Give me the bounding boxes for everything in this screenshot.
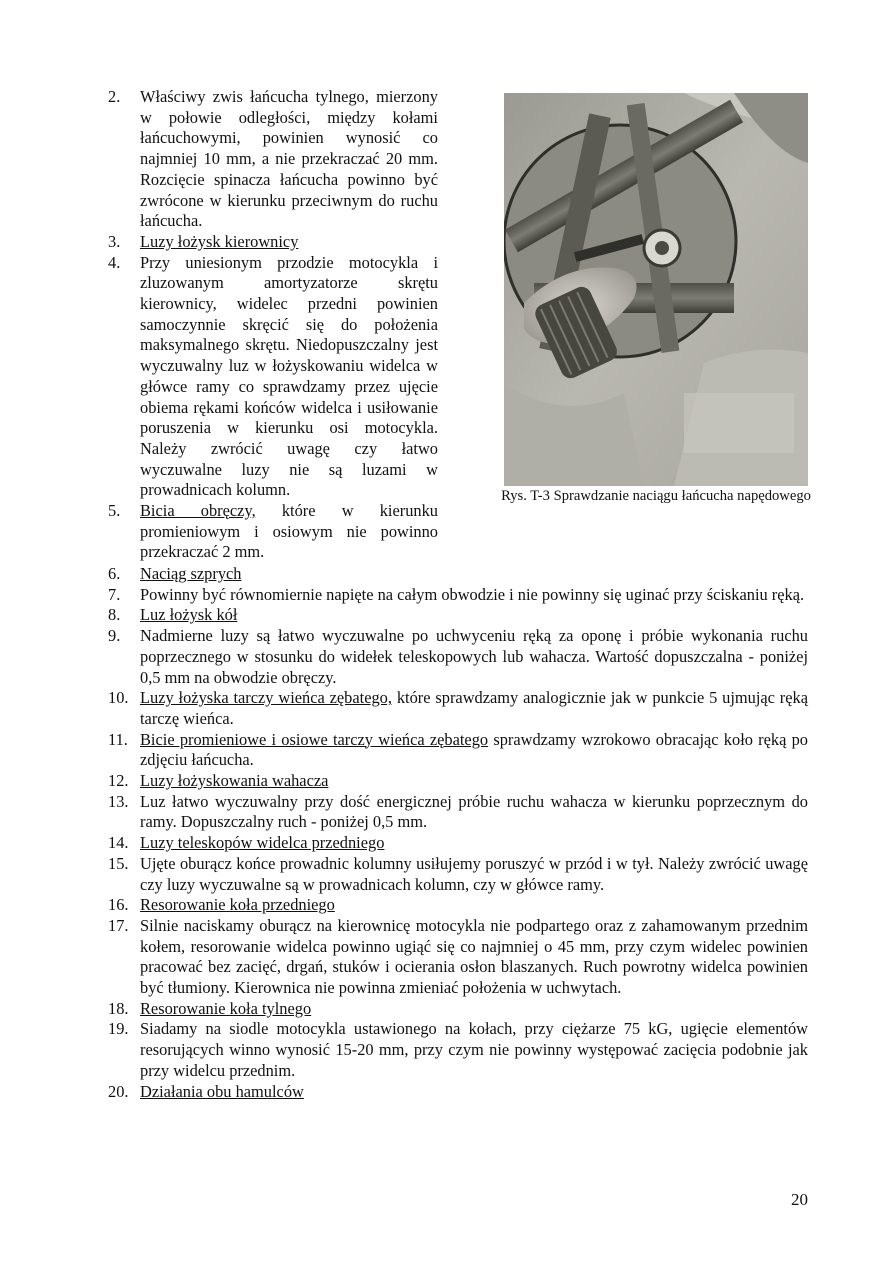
item-heading: Resorowanie koła tylnego bbox=[140, 998, 312, 1018]
item-text: które w kierunku promieniowym i osiowym nie powinno przekraczać 2 mm. bbox=[140, 501, 438, 562]
inspection-list-left bbox=[108, 87, 438, 563]
item-heading: Luzy łożyskowania wahacza bbox=[140, 771, 329, 791]
list-item bbox=[108, 564, 808, 585]
list-item bbox=[108, 626, 808, 688]
list-item bbox=[108, 916, 808, 999]
item-text: które sprawdzamy analogicznie jak w punkcie 5 ujmując ręką tarczę wieńca. bbox=[140, 688, 809, 728]
list-item bbox=[108, 87, 438, 232]
list-item bbox=[108, 501, 438, 563]
item-number: 4. bbox=[108, 252, 121, 272]
item-number: 5. bbox=[108, 501, 121, 521]
list-item bbox=[108, 792, 808, 833]
item-heading: Działania obu hamulców bbox=[140, 1081, 304, 1101]
item-text: Nadmierne luzy są łatwo wyczuwalne po uchwyceniu ręką za oponę i próbie wykonania ruchu poprzecznego w stosunku do widełek teleskopowych lub wahacza. Wartość dopuszczalna - poniżej 0,5 mm na obwodzie obręczy. bbox=[140, 626, 808, 687]
list-item bbox=[108, 688, 808, 729]
list-item bbox=[108, 771, 808, 792]
item-heading: Bicie promieniowe i osiowe tarczy wieńca zębatego bbox=[140, 729, 489, 749]
item-heading: Resorowanie koła przedniego bbox=[140, 895, 335, 915]
list-item bbox=[108, 232, 438, 253]
photo-image bbox=[504, 93, 808, 486]
item-text: sprawdzamy wzrokowo obracając koło ręką po zdjęciu łańcucha. bbox=[140, 729, 808, 770]
item-number: 13. bbox=[108, 791, 129, 811]
item-number: 7. bbox=[108, 584, 121, 604]
item-text: Siadamy na siodle motocykla ustawionego na kołach, przy ciężarze 75 kG, ugięcie elementów resorujących winno wynosić 15-20 mm, przy czym nie powinny występować zacięcia podobnie jak przy widelcu przednim. bbox=[140, 1019, 808, 1080]
item-number: 8. bbox=[108, 605, 121, 625]
list-item bbox=[108, 833, 808, 854]
item-text: Przy uniesionym przodzie motocykla i zluzowanym amortyzatorze skrętu kierownicy, widelec przedni powinien samoczynnie skręcić się do położenia maksymalnego skrętu. Niedopuszczalny jest wyczuwalny luz w łożyskowaniu widelca w główce ramy co sprawdzamy przez ujęcie obiema rękami końców widelca i usiłowanie poruszenia w kierunku osi motocykla. Należy zwrócić uwagę czy łatwo wyczuwalne luzy nie są luzami w prowadnicach kolumn. bbox=[140, 252, 438, 500]
item-number: 14. bbox=[108, 833, 129, 853]
item-number: 20. bbox=[108, 1081, 129, 1101]
list-item bbox=[108, 1019, 808, 1081]
list-item bbox=[108, 999, 808, 1020]
item-number: 6. bbox=[108, 564, 121, 583]
item-number: 18. bbox=[108, 998, 129, 1018]
item-text: Powinny być równomiernie napięte na całym obwodzie i nie powinny się uginać przy ściskaniu ręką. bbox=[140, 584, 805, 604]
item-number: 17. bbox=[108, 915, 129, 935]
item-number: 19. bbox=[108, 1019, 129, 1039]
item-heading: Bicia obręczy, bbox=[140, 501, 256, 521]
item-number: 16. bbox=[108, 895, 129, 915]
figure-caption: Rys. T-3 Sprawdzanie naciągu łańcucha napędowego bbox=[501, 488, 811, 504]
item-text: Silnie naciskamy oburącz na kierownicę motocykla nie podpartego oraz z zahamowanym przednim kołem, resorowanie widelca powinno ugiąć się co najmniej o 45 mm, przy czym widelec powinien pracować bez zacięć, drgań, stuków i ocierania osłon blaszanych. Ruch powrotny widelca powinien być tłumiony. Kierownica nie powinna zmieniać położenia w uchwytach. bbox=[140, 915, 808, 998]
page-number: 20 bbox=[791, 1190, 808, 1209]
item-text: Właściwy zwis łańcucha tylnego, mierzony w połowie odległości, między kołami łańcuchowymi, powinien wynosić co najmniej 10 mm, a nie przekraczać 20 mm. Rozcięcie spinacza łańcucha powinno być zwrócone w kierunku przeciwnym do ruchu łańcucha. bbox=[140, 87, 438, 231]
item-heading: Luz łożysk kół bbox=[140, 605, 238, 625]
list-item bbox=[108, 1082, 808, 1103]
item-text: Luz łatwo wyczuwalny przy dość energicznej próbie ruchu wahacza w kierunku poprzecznym do ramy. Dopuszczalny ruch - poniżej 0,5 mm. bbox=[140, 791, 808, 832]
item-heading: Luzy teleskopów widelca przedniego bbox=[140, 833, 385, 853]
list-item bbox=[108, 895, 808, 916]
item-number: 3. bbox=[108, 231, 121, 251]
item-heading: Luzy łożyska tarczy wieńca zębatego, bbox=[140, 688, 392, 708]
item-number: 12. bbox=[108, 771, 129, 791]
list-item bbox=[108, 854, 808, 895]
list-item bbox=[108, 730, 808, 771]
item-heading: Luzy łożysk kierownicy bbox=[140, 231, 299, 251]
full-width-section bbox=[108, 564, 808, 1102]
inspection-list-full bbox=[108, 564, 808, 1102]
chain-tension-photo bbox=[504, 93, 808, 486]
list-item bbox=[108, 253, 438, 501]
item-number: 11. bbox=[108, 729, 128, 749]
list-item bbox=[108, 605, 808, 626]
item-text: Ujęte oburącz końce prowadnic kolumny usiłujemy poruszyć w przód i w tył. Należy zwrócić uwagę czy luzy wyczuwalne są w prowadnicach kolumn, czy w główce ramy. bbox=[140, 853, 808, 894]
item-number: 9. bbox=[108, 626, 121, 646]
list-item bbox=[108, 585, 808, 606]
item-heading: Naciąg szprych bbox=[140, 564, 242, 583]
item-number: 10. bbox=[108, 688, 129, 708]
left-column bbox=[108, 87, 438, 563]
item-number: 2. bbox=[108, 87, 121, 106]
item-number: 15. bbox=[108, 853, 129, 873]
